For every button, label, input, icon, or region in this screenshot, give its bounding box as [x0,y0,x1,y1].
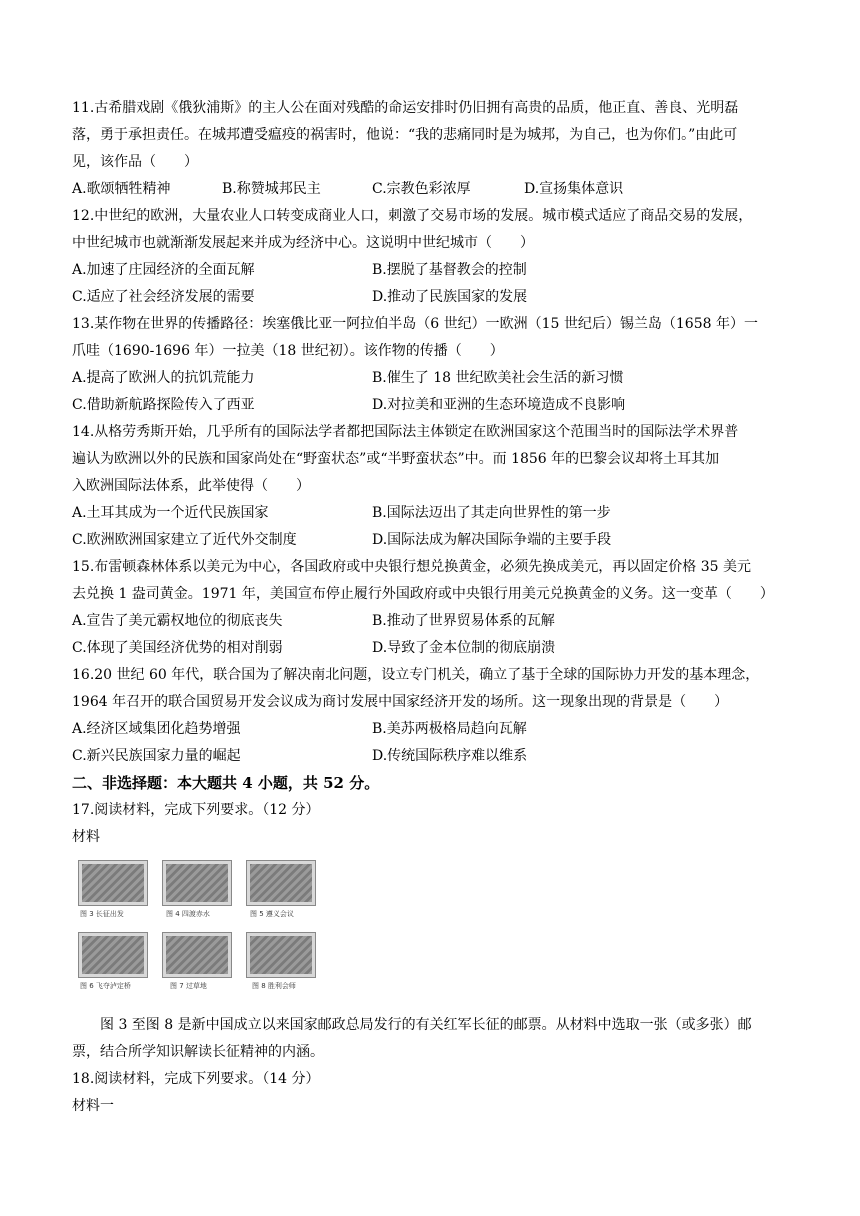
q15-option-c[interactable]: C.体现了美国经济优势的相对削弱 [72,640,283,656]
q12-option-c[interactable]: C.适应了社会经济发展的需要 [72,289,255,305]
q11-option-d[interactable]: D.宣扬集体意识 [524,181,624,197]
q16-option-a[interactable]: A.经济区域集团化趋势增强 [72,721,241,737]
q14-option-d[interactable]: D.国际法成为解决国际争端的主要手段 [372,532,612,548]
q17-stem: 17.阅读材料，完成下列要求。（12 分） [72,802,320,818]
stamp-caption-3: 图 5 遵义会议 [250,910,294,918]
q11-stem-line-2: 落，勇于承担责任。在城邦遭受瘟疫的祸害时，他说：“我的悲痛同时是为城邦，为自己，也为你们。”由此可 [72,127,738,143]
stamp-image-2 [162,860,232,906]
stamp-caption-2: 图 4 四渡赤水 [166,910,210,918]
q16-options-row-2 [72,746,792,766]
q16-option-b[interactable]: B.美苏两极格局趋向瓦解 [372,721,527,737]
q13-stem-line-1: 13.某作物在世界的传播路径：埃塞俄比亚一阿拉伯半岛（6 世纪）一欧洲（15 世纪后）锡兰岛（1658 年）一 [72,316,758,332]
stamp-gallery [78,860,328,1000]
q17-material-label: 材料 [72,829,100,845]
q13-options-row-2 [72,395,792,415]
q11-option-c[interactable]: C.宗教色彩浓厚 [372,181,471,197]
q11-stem-line-3: 见，该作品（ ） [72,154,198,170]
q16-option-d[interactable]: D.传统国际秩序难以维系 [372,748,528,764]
q13-option-a[interactable]: A.提高了欧洲人的抗饥荒能力 [72,370,255,386]
q15-stem-line-1: 15.布雷顿森林体系以美元为中心，各国政府或中央银行想兑换黄金，必须先换成美元，再以固定价格 35 美元 [72,559,751,575]
q13-option-d[interactable]: D.对拉美和亚洲的生态环境造成不良影响 [372,397,626,413]
stamp-image-3 [246,860,316,906]
q14-options-row-2 [72,530,792,550]
stamp-caption-4: 图 6 飞夺泸定桥 [80,982,131,990]
q11-option-b[interactable]: B.称赞城邦民主 [222,181,321,197]
q11-stem-line-1: 11.古希腊戏剧《俄狄浦斯》的主人公在面对残酷的命运安排时仍旧拥有高贵的品质，他正直、善良、光明磊 [72,100,739,116]
q15-option-b[interactable]: B.推动了世界贸易体系的瓦解 [372,613,555,629]
q18-stem: 18.阅读材料，完成下列要求。（14 分） [72,1071,320,1087]
q14-options-row-1 [72,503,792,523]
q12-stem-line-2: 中世纪城市也就渐渐发展起来并成为经济中心。这说明中世纪城市（ ） [72,235,534,251]
q16-stem-line-1: 16.20 世纪 60 年代，联合国为了解决南北问题，设立专门机关，确立了基于全球的国际协力开发的基本理念， [72,667,760,683]
q12-options-row-2 [72,287,792,307]
stamp-caption-5: 图 7 过草地 [170,982,207,990]
q11-options [72,179,792,199]
q12-stem-line-1: 12.中世纪的欧洲，大量农业人口转变成商业人口，刺激了交易市场的发展。城市模式适应了商品交易的发展， [72,208,753,224]
q14-option-c[interactable]: C.欧洲欧洲国家建立了近代外交制度 [72,532,297,548]
stamp-image-6 [246,932,316,978]
q15-stem-line-2: 去兑换 1 盎司黄金。1971 年，美国宣布停止履行外国政府或中央银行用美元兑换黄金的义务。这一变革（ ） [72,586,774,602]
q13-option-c[interactable]: C.借助新航路探险传入了西亚 [72,397,255,413]
stamp-caption-6: 图 8 胜利会师 [252,982,296,990]
q15-option-a[interactable]: A.宣告了美元霸权地位的彻底丧失 [72,613,283,629]
q15-options-row-2 [72,638,792,658]
q14-stem-line-3: 入欧洲国际法体系，此举使得（ ） [72,478,310,494]
stamp-image-5 [162,932,232,978]
q16-options-row-1 [72,719,792,739]
q17-task-line-1: 图 3 至图 8 是新中国成立以来国家邮政总局发行的有关红军长征的邮票。从材料中选取一张（或多张）邮 [100,1017,752,1033]
q14-stem-line-2: 遍认为欧洲以外的民族和国家尚处在“野蛮状态”或“半野蛮状态”中。而 1856 年的巴黎会议却将土耳其加 [72,451,720,467]
q18-material-label: 材料一 [72,1098,114,1114]
q13-stem-line-2: 爪哇（1690-1696 年）一拉美（18 世纪初）。该作物的传播（ ） [72,343,504,359]
q12-option-b[interactable]: B.摆脱了基督教会的控制 [372,262,527,278]
q16-option-c[interactable]: C.新兴民族国家力量的崛起 [72,748,241,764]
q14-option-b[interactable]: B.国际法迈出了其走向世界性的第一步 [372,505,611,521]
q11-option-a[interactable]: A.歌颂牺牲精神 [72,181,171,197]
q16-stem-line-2: 1964 年召开的联合国贸易开发会议成为商讨发展中国家经济开发的场所。这一现象出现的背景是（ ） [72,694,729,710]
q15-option-d[interactable]: D.导致了金本位制的彻底崩溃 [372,640,556,656]
q12-option-d[interactable]: D.推动了民族国家的发展 [372,289,528,305]
q13-options-row-1 [72,368,792,388]
stamp-image-1 [78,860,148,906]
section-2-heading: 二、非选择题：本大题共 4 小题，共 52 分。 [72,774,380,792]
q12-option-a[interactable]: A.加速了庄园经济的全面瓦解 [72,262,255,278]
q13-option-b[interactable]: B.催生了 18 世纪欧美社会生活的新习惯 [372,370,624,386]
stamp-image-4 [78,932,148,978]
stamp-caption-1: 图 3 长征出发 [80,910,124,918]
q12-options-row-1 [72,260,792,280]
q15-options-row-1 [72,611,792,631]
q17-task-line-2: 票，结合所学知识解读长征精神的内涵。 [72,1044,324,1060]
q14-stem-line-1: 14.从格劳秀斯开始，几乎所有的国际法学者都把国际法主体锁定在欧洲国家这个范围当时的国际法学术界普 [72,424,739,440]
q14-option-a[interactable]: A.土耳其成为一个近代民族国家 [72,505,269,521]
